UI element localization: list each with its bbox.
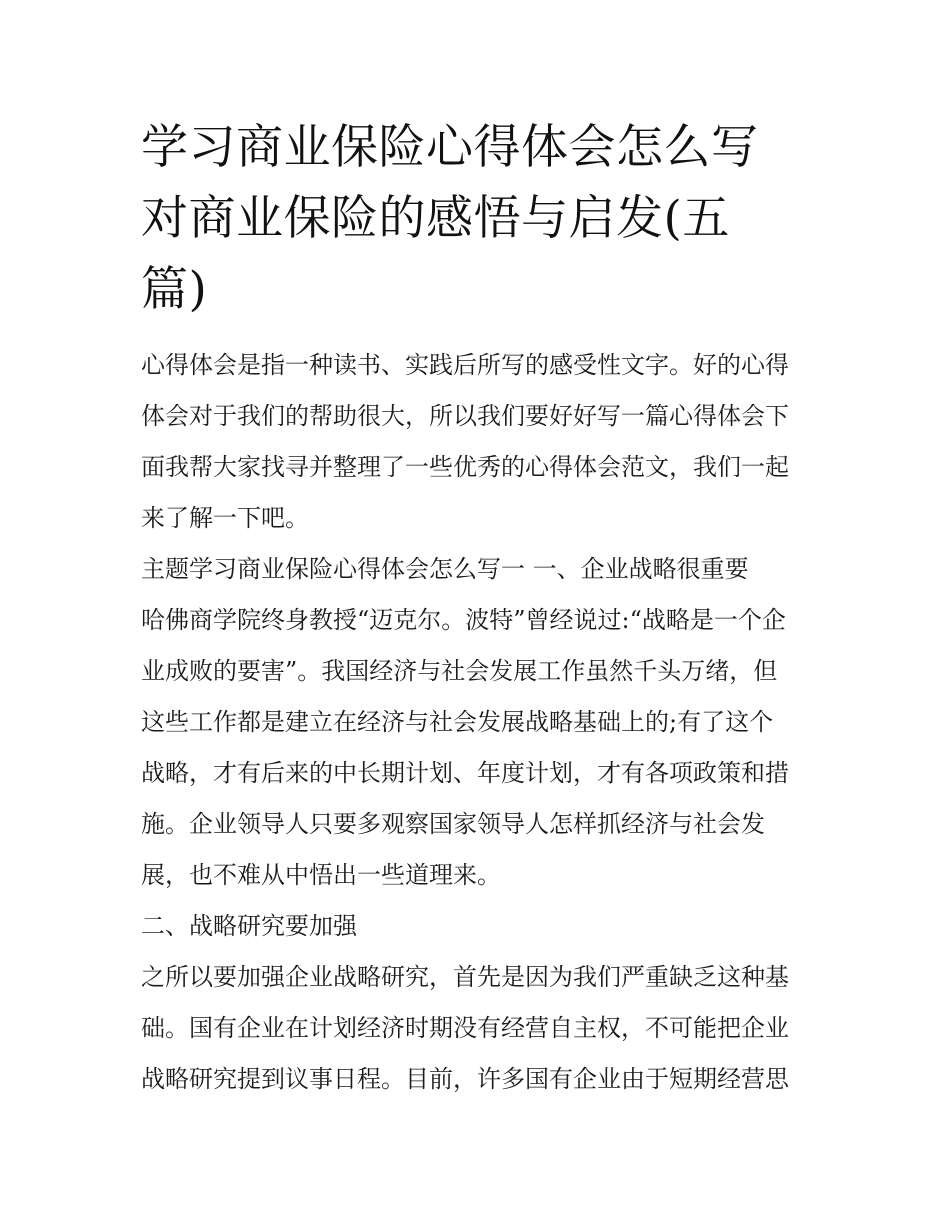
title-line: 学习商业保险心得体会怎么写	[141, 120, 759, 175]
body-line: 业成败的要害”。我国经济与社会发展工作虽然千头万绪，但	[141, 657, 778, 685]
body-line: 展，也不难从中悟出一些道理来。	[141, 861, 501, 889]
title-line: 篇)	[141, 262, 208, 317]
body-line: 战略研究提到议事日程。目前，许多国有企业由于短期经营思	[141, 1065, 789, 1093]
section-heading: 二、战略研究要加强	[141, 912, 357, 940]
body-line: 来了解一下吧。	[141, 504, 309, 532]
document-page	[141, 112, 813, 1105]
body-line: 体会对于我们的帮助很大，所以我们要好好写一篇心得体会下	[141, 402, 789, 430]
body-line: 心得体会是指一种读书、实践后所写的感受性文字。好的心得	[141, 351, 789, 379]
body-line: 面我帮大家找寻并整理了一些优秀的心得体会范文，我们一起	[141, 453, 789, 481]
title-line: 对商业保险的感悟与启发(五	[141, 191, 730, 246]
body-line: 这些工作都是建立在经济与社会发展战略基础上的;有了这个	[141, 708, 774, 736]
document-body	[141, 340, 813, 1105]
body-line: 施。企业领导人只要多观察国家领导人怎样抓经济与社会发	[141, 810, 765, 838]
body-line: 哈佛商学院终身教授“迈克尔。波特”曾经说过:“战略是一个企	[141, 606, 786, 634]
body-line: 战略，才有后来的中长期计划、年度计划，才有各项政策和措	[141, 759, 789, 787]
body-line: 础。国有企业在计划经济时期没有经营自主权，不可能把企业	[141, 1014, 789, 1042]
body-line: 主题学习商业保险心得体会怎么写一 一、企业战略很重要	[141, 555, 749, 583]
document-title	[141, 112, 813, 325]
body-line: 之所以要加强企业战略研究，首先是因为我们严重缺乏这种基	[141, 963, 789, 991]
